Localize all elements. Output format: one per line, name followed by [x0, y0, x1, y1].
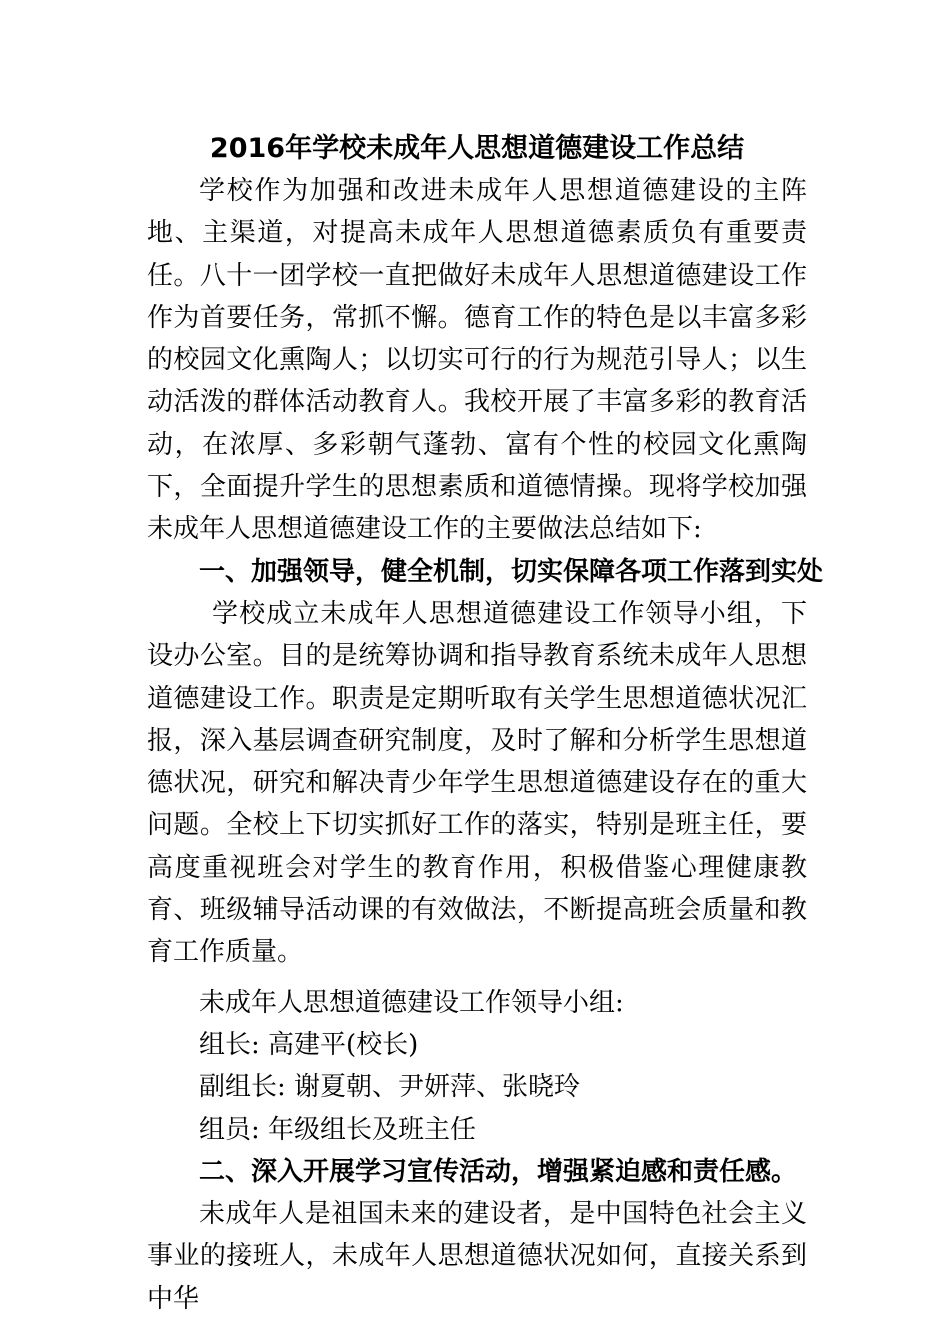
group-deputy-line: 副组长: 谢夏朝、尹妍萍、张晓玲: [199, 1072, 581, 1103]
section-2-heading: 二、深入开展学习宣传活动，增强紧迫感和责任感。: [199, 1156, 798, 1187]
group-members-line: 组员: 年级组长及班主任: [199, 1114, 477, 1145]
document-title: 2016年学校未成年人思想道德建设工作总结: [209, 133, 745, 164]
leadership-group-title: 未成年人思想道德建设工作领导小组:: [199, 987, 624, 1018]
section-1-heading: 一、加强领导，健全机制，切实保障各项工作落到实处: [199, 556, 824, 587]
intro-paragraph: 学校作为加强和改进未成年人思想道德建设的主阵地、主渠道，对提高未成年人思想道德素质负有重要责任。八十一团学校一直把做好未成年人思想道德建设工作作为首要任务，常抓不懈。德育工作的特色是以丰富多彩的校园文化熏陶人；以切实可行的行为规范引导人；以生动活泼的群体活动教育人。我校开展了丰富多彩的教育活动，在浓厚、多彩朝气蓬勃、富有个性的校园文化熏陶下，全面提升学生的思想素质和道德情操。现将学校加强未成年人思想道德建设工作的主要做法总结如下:: [147, 176, 807, 545]
document-body: [147, 128, 824, 1320]
section-1-paragraph: 学校成立未成年人思想道德建设工作领导小组，下设办公室。目的是统筹协调和指导教育系统未成年人思想道德建设工作。职责是定期听取有关学生思想道德状况汇报，深入基层调查研究制度，及时了解和分析学生思想道德状况，研究和解决青少年学生思想道德建设存在的重大问题。全校上下切实抓好工作的落实，特别是班主任，要高度重视班会对学生的教育作用，积极借鉴心理健康教育、班级辅导活动课的有效做法，不断提高班会质量和教育工作质量。: [147, 598, 807, 968]
section-2-paragraph: 未成年人是祖国未来的建设者，是中国特色社会主义事业的接班人，未成年人思想道德状况如何，直接关系到中华: [147, 1199, 807, 1314]
group-leader-line: 组长: 高建平(校长): [199, 1029, 419, 1060]
